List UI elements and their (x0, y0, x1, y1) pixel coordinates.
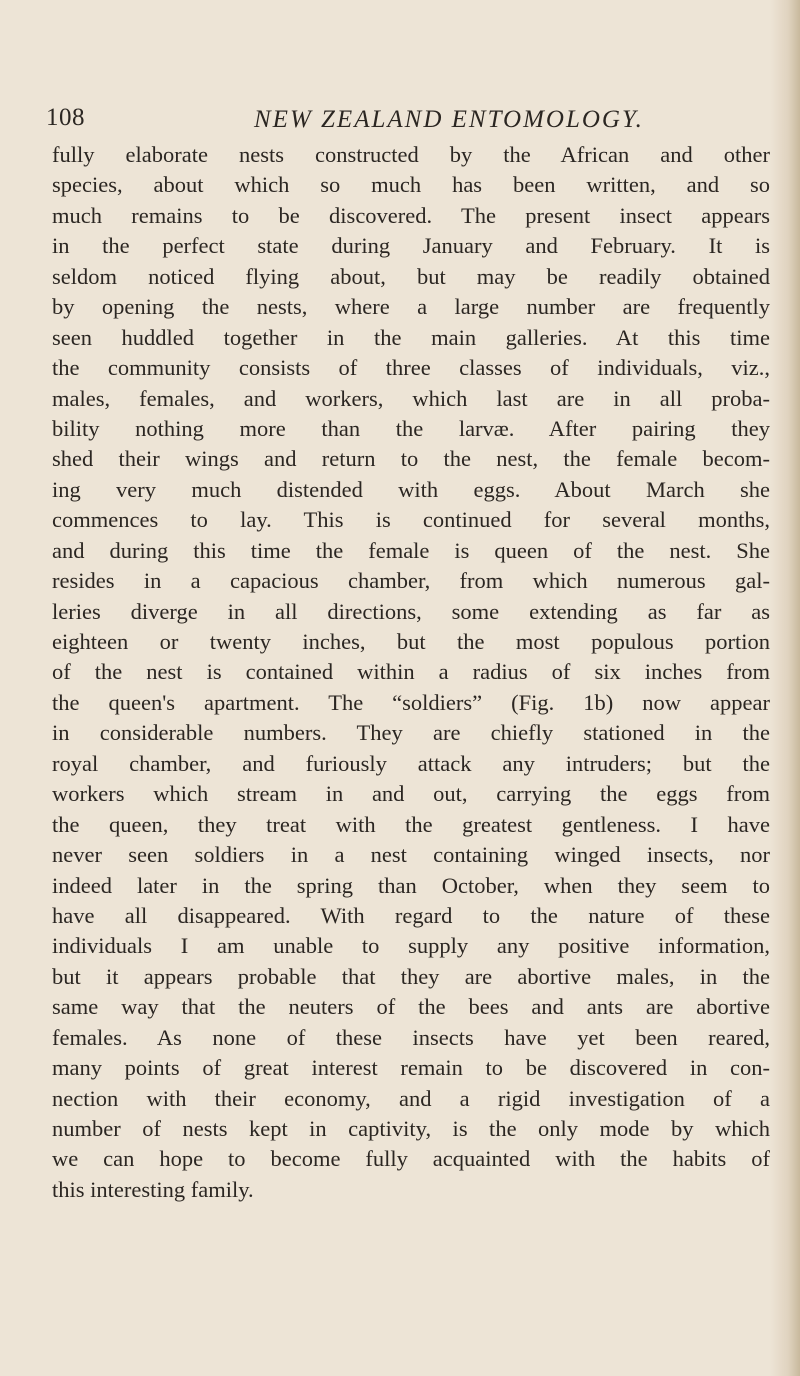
running-title: NEW ZEALAND ENTOMOLOGY. (254, 106, 644, 133)
text-line: we can hope to become fully acquainted with the habits of (52, 1146, 770, 1172)
text-line: the queen's apartment. The “soldiers” (Fig. 1b) now appear (52, 689, 770, 715)
text-line: resides in a capacious chamber, from which numerous gal- (52, 568, 770, 594)
text-line: number of nests kept in captivity, is the only mode by which (52, 1116, 770, 1141)
text-line: species, about which so much has been written, and so (52, 172, 770, 198)
text-line: seen huddled together in the main galleries. At this time (52, 324, 770, 350)
body-paragraph (52, 140, 770, 1205)
text-line: this interesting family. (52, 1176, 254, 1202)
text-line: never seen soldiers in a nest containing winged insects, nor (52, 842, 770, 868)
text-line: males, females, and workers, which last are in all proba- (52, 385, 770, 411)
text-line: but it appears probable that they are abortive males, in the (52, 963, 770, 989)
page-number: 108 (46, 104, 85, 131)
text-line: in considerable numbers. They are chiefly stationed in the (52, 720, 770, 746)
text-line: bility nothing more than the larvæ. After pairing they (52, 415, 770, 441)
text-line: eighteen or twenty inches, but the most populous portion (52, 629, 770, 654)
text-line: by opening the nests, where a large number are frequently (52, 294, 770, 320)
text-line: have all disappeared. With regard to the nature of these (52, 902, 770, 928)
text-line: shed their wings and return to the nest, the female becom- (52, 446, 770, 472)
text-line: many points of great interest remain to be discovered in con- (52, 1055, 770, 1081)
text-line: much remains to be discovered. The present insect appears (52, 202, 770, 228)
text-line: commences to lay. This is continued for several months, (52, 507, 770, 533)
text-line: the queen, they treat with the greatest gentleness. I have (52, 811, 770, 837)
text-line: workers which stream in and out, carrying the eggs from (52, 781, 770, 807)
text-line: individuals I am unable to supply any positive information, (52, 933, 770, 959)
text-line: females. As none of these insects have yet been reared, (52, 1024, 770, 1050)
text-line: leries diverge in all directions, some extending as far as (52, 598, 770, 624)
text-line: fully elaborate nests constructed by the African and other (52, 142, 770, 167)
text-line: nection with their economy, and a rigid investigation of a (52, 1085, 770, 1111)
text-line: the community consists of three classes of individuals, viz., (52, 355, 770, 381)
text-line: ing very much distended with eggs. About March she (52, 476, 770, 502)
text-line: royal chamber, and furiously attack any intruders; but the (52, 750, 770, 776)
page-edge-shadow (770, 0, 800, 1376)
text-line: seldom noticed flying about, but may be readily obtained (52, 263, 770, 289)
text-line: of the nest is contained within a radius of six inches from (52, 659, 770, 685)
text-line: indeed later in the spring than October, when they seem to (52, 872, 770, 898)
page-header (46, 104, 760, 140)
text-line: in the perfect state during January and February. It is (52, 233, 770, 259)
text-line: and during this time the female is queen of the nest. She (52, 537, 770, 563)
text-line: same way that the neuters of the bees and ants are abortive (52, 994, 770, 1020)
